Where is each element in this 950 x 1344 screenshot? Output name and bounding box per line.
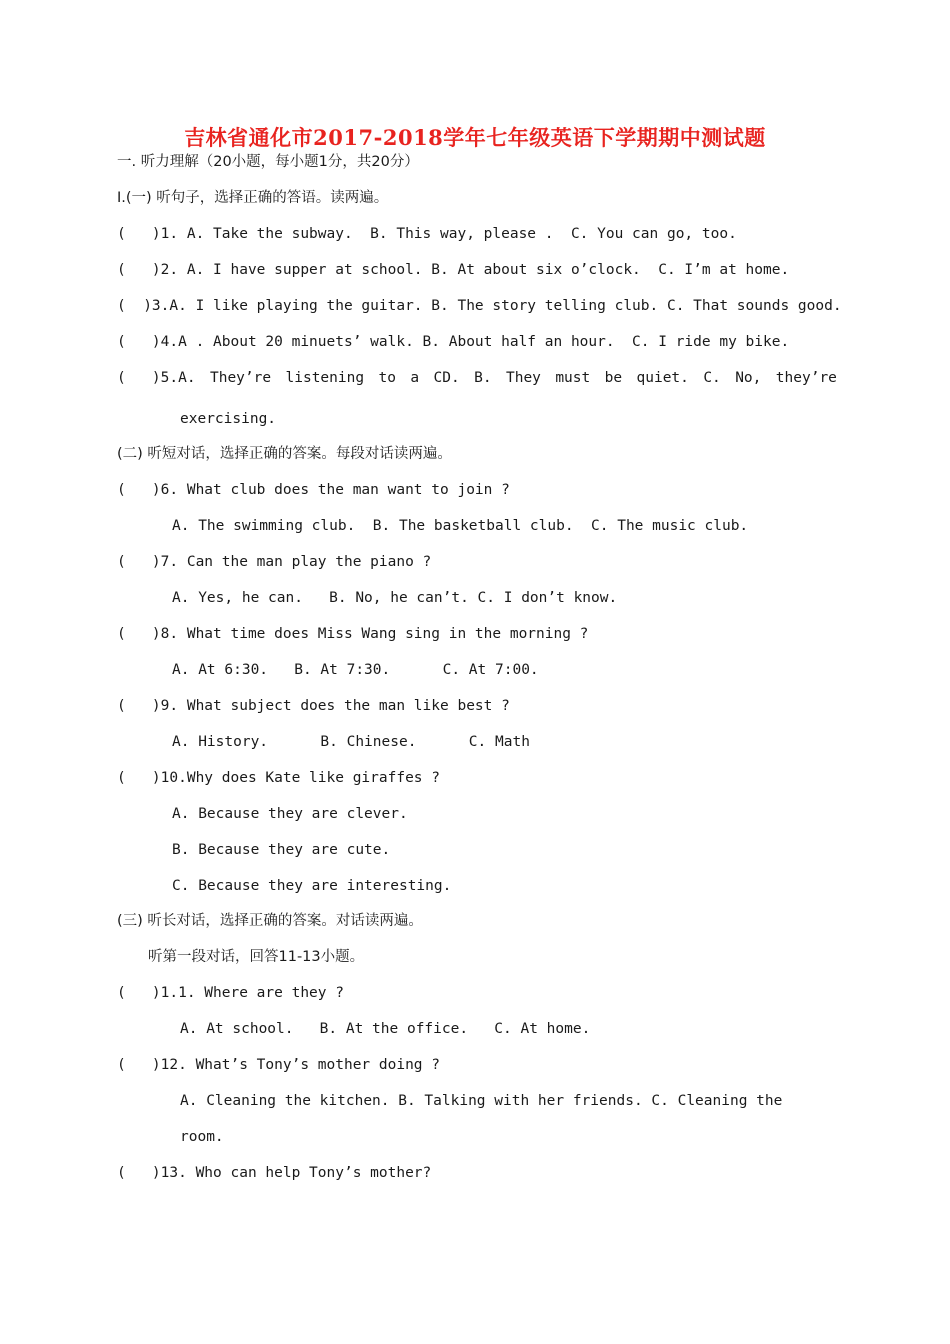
- q5-word: CD.: [433, 370, 460, 386]
- question-6: ( )6. What club does the man want to join ?: [117, 482, 510, 498]
- question-13: ( )13. Who can help Tony’s mother?: [117, 1165, 432, 1181]
- part-subheading: 听第一段对话，回答11-13小题。: [148, 949, 365, 965]
- question-1: ( )1. A. Take the subway. B. This way, please . C. You can go, too.: [117, 226, 737, 242]
- page-title: 吉林省通化市2017-2018学年七年级英语下学期期中测试题: [184, 125, 766, 150]
- question-11-options: A. At school. B. At the office. C. At home.: [180, 1021, 591, 1037]
- q5-word: ( )5.A.: [117, 370, 196, 386]
- question-9-options: A. History. B. Chinese. C. Math: [172, 734, 530, 750]
- q5-word: quiet.: [636, 370, 689, 386]
- question-12-continuation: room.: [180, 1129, 224, 1145]
- q5-word: to: [378, 370, 396, 386]
- q5-word: C.: [703, 370, 721, 386]
- question-8-options: A. At 6:30. B. At 7:30. C. At 7:00.: [172, 662, 539, 678]
- q5-word: B.: [474, 370, 492, 386]
- question-11: ( )1.1. Where are they ?: [117, 985, 344, 1001]
- question-7-options: A. Yes, he can. B. No, he can’t. C. I don’t know.: [172, 590, 618, 606]
- question-9: ( )9. What subject does the man like best ?: [117, 698, 510, 714]
- q5-word: must: [555, 370, 591, 386]
- section-heading-listening: 一. 听力理解（20小题，每小题1分，共20分）: [117, 154, 419, 170]
- question-8: ( )8. What time does Miss Wang sing in the morning ?: [117, 626, 589, 642]
- question-5-continuation: exercising.: [180, 411, 277, 427]
- question-3: ( )3.A. I like playing the guitar. B. The story telling club. C. That sounds good.: [117, 298, 842, 314]
- question-10-option-b: B. Because they are cute.: [172, 842, 391, 858]
- q5-word: they’re: [775, 370, 837, 386]
- question-12-options: A. Cleaning the kitchen. B. Talking with her friends. C. Cleaning the: [180, 1093, 783, 1109]
- question-6-options: A. The swimming club. B. The basketball club. C. The music club.: [172, 518, 749, 534]
- question-7: ( )7. Can the man play the piano ?: [117, 554, 432, 570]
- question-10-option-c: C. Because they are interesting.: [172, 878, 452, 894]
- q5-word: listening: [285, 370, 365, 386]
- question-5: [117, 368, 837, 388]
- question-12: ( )12. What’s Tony’s mother doing ?: [117, 1057, 441, 1073]
- q5-word: They’re: [209, 370, 272, 386]
- part-heading-long-dialogues: (三) 听长对话，选择正确的答案。对话读两遍。: [117, 913, 423, 929]
- question-2: ( )2. A. I have supper at school. B. At about six o’clock. C. I’m at home.: [117, 262, 790, 278]
- question-10: ( )10.Why does Kate like giraffes ?: [117, 770, 441, 786]
- q5-word: No,: [735, 370, 762, 386]
- part-heading-sentences: Ⅰ.(一) 听句子，选择正确的答语。读两遍。: [117, 190, 389, 206]
- q5-word: a: [410, 370, 420, 386]
- q5-word: They: [505, 370, 541, 386]
- q5-word: be: [604, 370, 623, 386]
- part-heading-short-dialogues: (二) 听短对话，选择正确的答案。每段对话读两遍。: [117, 446, 452, 462]
- question-4: ( )4.A . About 20 minuets’ walk. B. About half an hour. C. I ride my bike.: [117, 334, 790, 350]
- question-10-option-a: A. Because they are clever.: [172, 806, 408, 822]
